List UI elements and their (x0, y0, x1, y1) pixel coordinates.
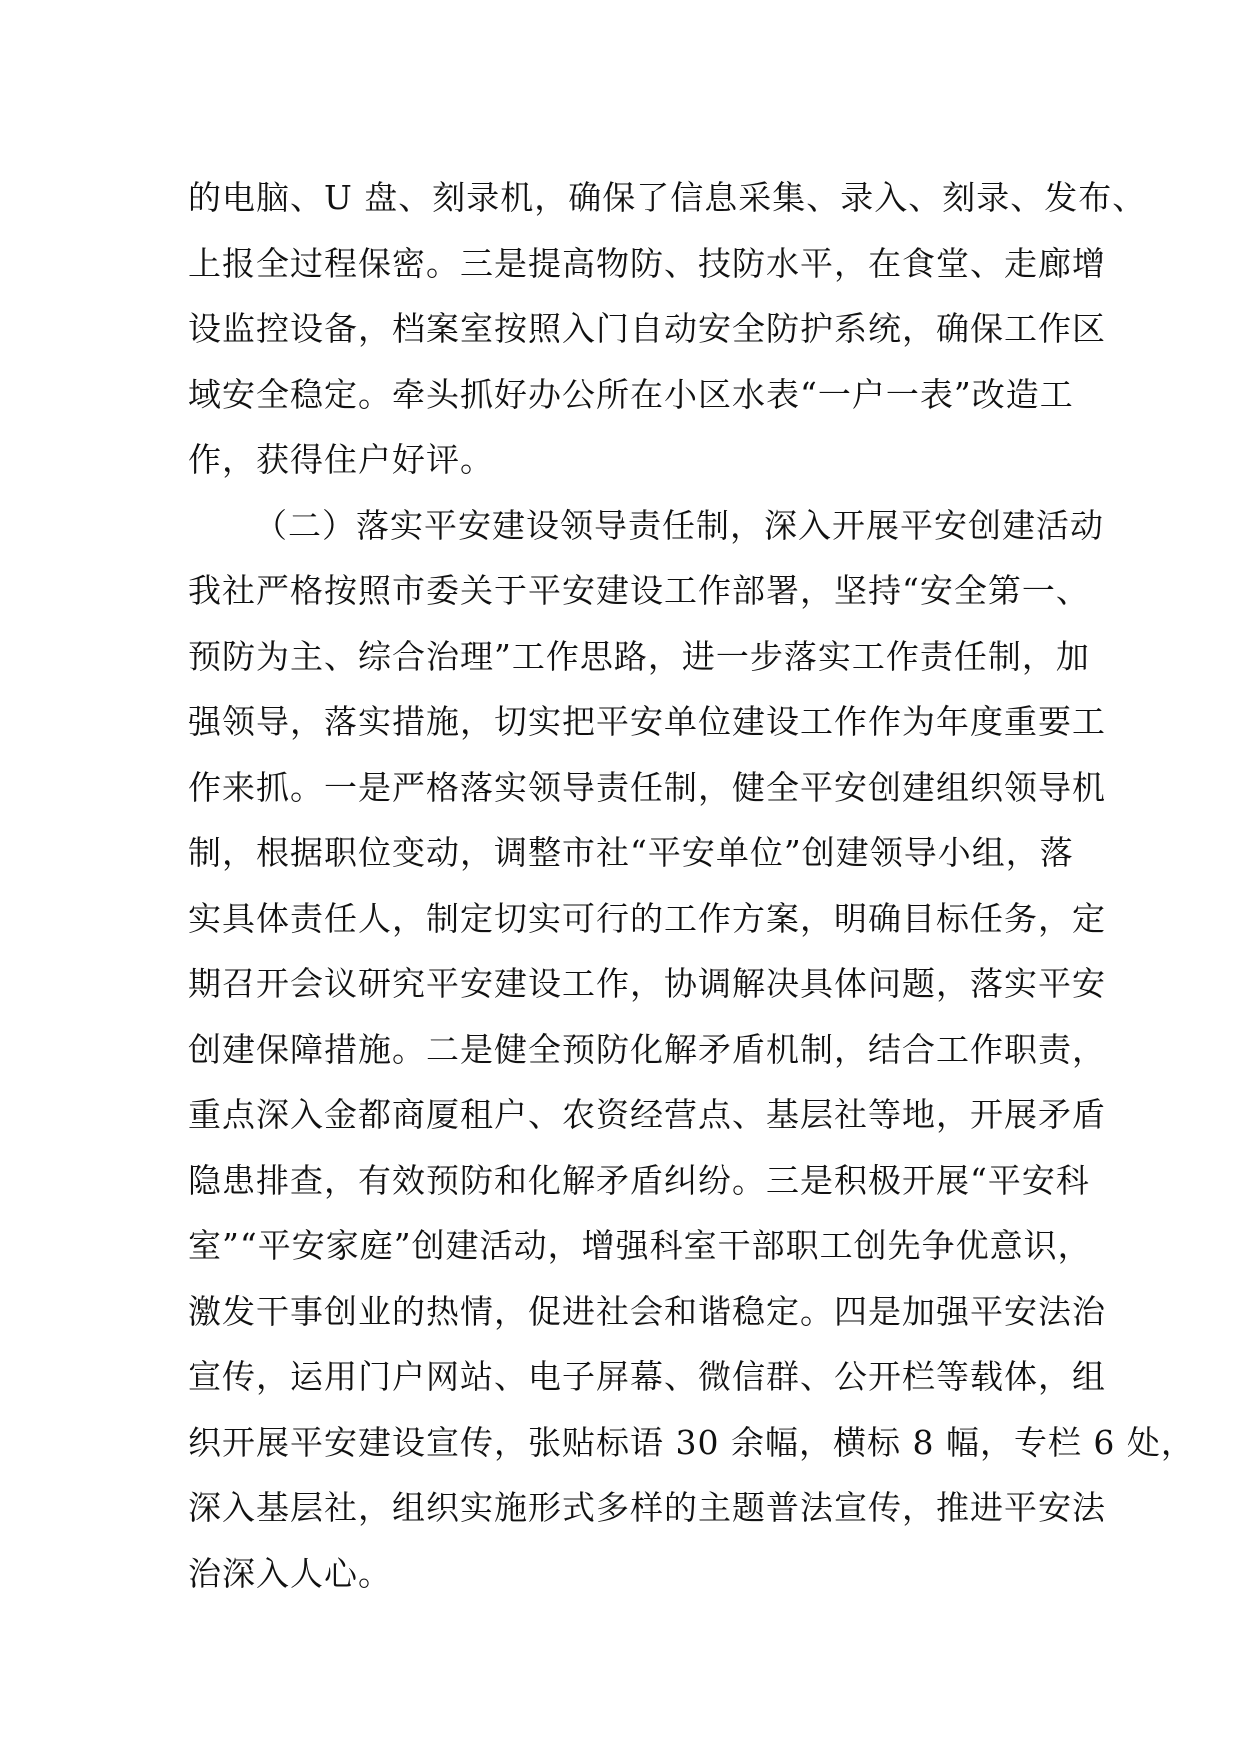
text-line-3: 设监控设备，档案室按照入门自动安全防护系统，确保工作区 (188, 309, 1106, 348)
text-line-8: 预防为主、综合治理”工作思路，进一步落实工作责任制，加 (188, 636, 1090, 676)
text-line-5: 作，获得住户好评。 (188, 440, 494, 479)
text-line-2: 上报全过程保密。三是提高物防、技防水平，在食堂、走廊增 (188, 243, 1106, 283)
text-line-9: 强领导，落实措施，切实把平安单位建设工作作为年度重要工 (188, 702, 1106, 741)
text-line-17: 室”“平安家庭”创建活动，增强科室干部职工创先争优意识， (188, 1226, 1092, 1265)
text-line-11: 制，根据职位变动，调整市社“平安单位”创建领导小组，落 (188, 833, 1074, 872)
text-line-22: 治深入人心。 (188, 1553, 392, 1593)
text-line-18: 激发干事创业的热情，促进社会和谐稳定。四是加强平安法治 (188, 1291, 1106, 1331)
text-line-13: 期召开会议研究平安建设工作，协调解决具体问题，落实平安 (188, 964, 1106, 1003)
text-line-16: 隐患排查，有效预防和化解矛盾纠纷。三是积极开展“平安科 (188, 1160, 1090, 1200)
text-line-20: 织开展平安建设宣传，张贴标语 30 余幅，横标 8 幅，专栏 6 处， (188, 1422, 1195, 1462)
body-text (188, 165, 1195, 1606)
text-line-7: 我社严格按照市委关于平安建设工作部署，坚持“安全第一、 (188, 571, 1090, 610)
text-line-4: 域安全稳定。牵头抓好办公所在小区水表“一户一表”改造工 (188, 374, 1074, 414)
text-line-14: 创建保障措施。二是健全预防化解矛盾机制，结合工作职责， (188, 1029, 1106, 1069)
text-line-21: 深入基层社，组织实施形式多样的主题普法宣传，推进平安法 (188, 1488, 1106, 1527)
text-line-12: 实具体责任人，制定切实可行的工作方案，明确目标任务，定 (188, 898, 1106, 938)
text-line-19: 宣传，运用门户网站、电子屏幕、微信群、公开栏等载体，组 (188, 1357, 1106, 1396)
text-line-10: 作来抓。一是严格落实领导责任制，健全平安创建组织领导机 (188, 767, 1106, 807)
text-line-1: 的电脑、U 盘、刻录机，确保了信息采集、录入、刻录、发布、 (188, 178, 1147, 217)
section-heading: （二）落实平安建设领导责任制，深入开展平安创建活动 (254, 505, 1104, 545)
text-line-15: 重点深入金都商厦租户、农资经营点、基层社等地，开展矛盾 (188, 1095, 1106, 1134)
